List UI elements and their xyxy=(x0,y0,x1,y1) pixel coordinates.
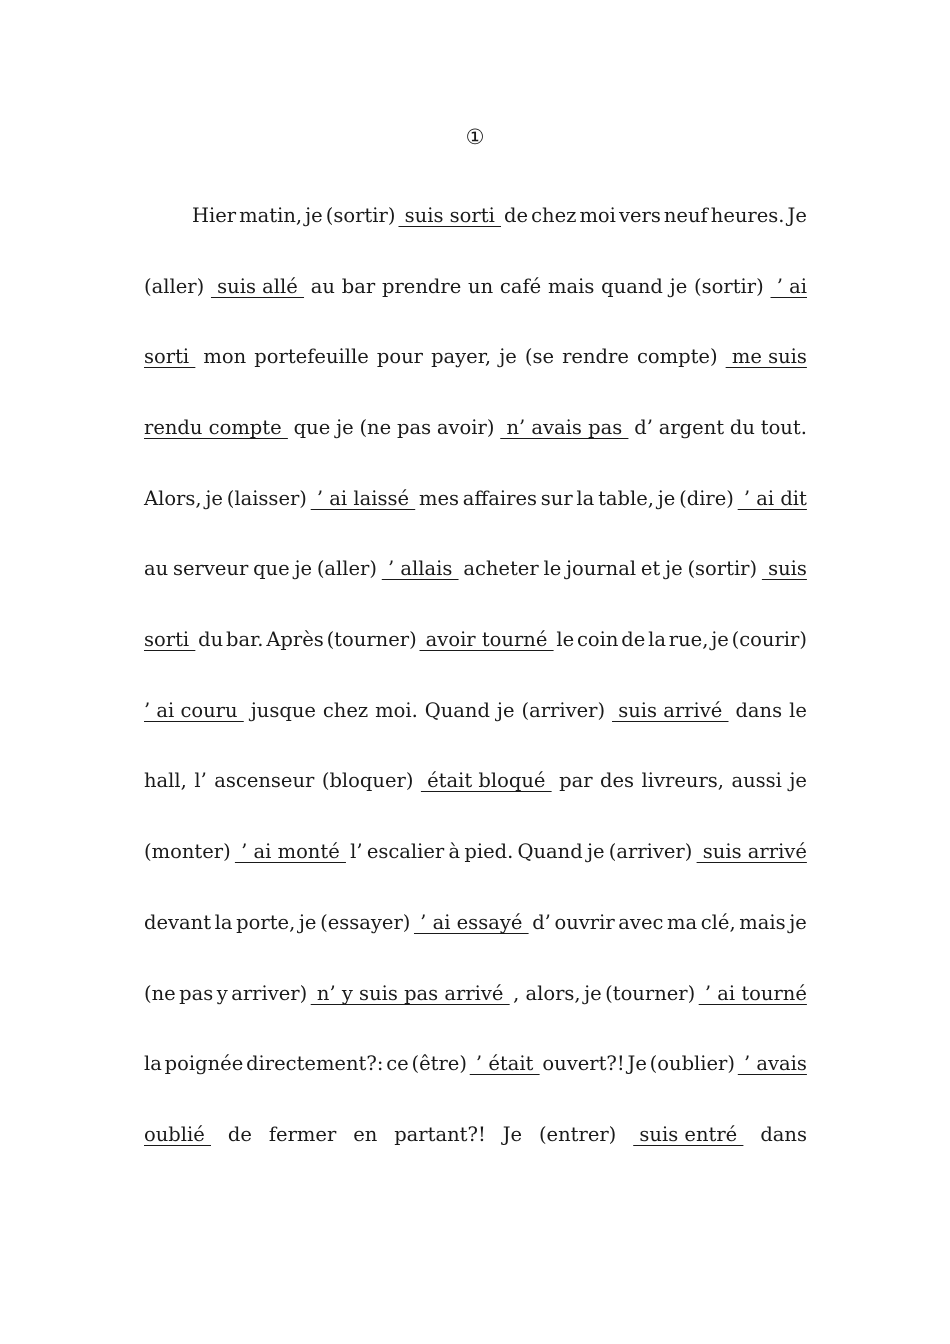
text-line xyxy=(144,273,807,301)
word: (tourner) xyxy=(605,982,696,1005)
word: pas xyxy=(179,982,214,1005)
word: directement?: xyxy=(246,1052,384,1075)
word: chez xyxy=(531,204,577,227)
word: payer, xyxy=(431,345,492,368)
word: matin, xyxy=(239,204,303,227)
word: (sortir) xyxy=(325,204,396,227)
word: je xyxy=(205,487,223,510)
word: affaires xyxy=(462,487,537,510)
word: y xyxy=(216,982,228,1005)
word: hall, xyxy=(144,769,187,792)
word: clé, xyxy=(700,911,736,934)
word: je xyxy=(665,557,683,580)
word: café xyxy=(499,275,542,298)
word: ouvrir xyxy=(554,911,615,934)
word: du xyxy=(729,416,755,439)
word: escalier xyxy=(366,840,445,863)
word: (être) xyxy=(411,1052,467,1075)
text-line xyxy=(144,343,807,371)
word: jusque xyxy=(250,699,316,722)
answer-blank: suis sorti xyxy=(398,204,502,227)
word: (se xyxy=(524,345,555,368)
word: partant?! xyxy=(394,1123,486,1146)
word: journal xyxy=(566,557,637,580)
word: Quand xyxy=(517,840,583,863)
word: serveur xyxy=(172,557,249,580)
answer-blank: n’ avais pas xyxy=(500,416,629,439)
word: et xyxy=(640,557,661,580)
word: la xyxy=(576,487,595,510)
word: du xyxy=(198,628,224,651)
word: portefeuille xyxy=(254,345,369,368)
answer-blank: ’ allais xyxy=(381,557,459,580)
text-line xyxy=(144,697,807,725)
word: heures. xyxy=(710,204,785,227)
word: d’ xyxy=(532,911,551,934)
text-line xyxy=(144,1050,807,1078)
answer-blank: n’ y suis pas arrivé xyxy=(310,982,510,1005)
word: poignée xyxy=(164,1052,244,1075)
page-number-marker: ① xyxy=(465,125,485,149)
word: l’ xyxy=(194,769,207,792)
text-line xyxy=(144,485,807,513)
word: (sortir) xyxy=(687,557,758,580)
word: ascenseur xyxy=(214,769,315,792)
word: (essayer) xyxy=(320,911,411,934)
word: rendre xyxy=(562,345,629,368)
word: (bloquer) xyxy=(321,769,414,792)
word: d’ xyxy=(634,416,653,439)
word: je xyxy=(499,345,517,368)
answer-blank: ’ ai xyxy=(770,275,807,298)
word: devant xyxy=(144,911,212,934)
text-line xyxy=(144,838,807,866)
answer-blank: ’ ai monté xyxy=(234,840,346,863)
word: dans xyxy=(735,699,783,722)
word: Hier xyxy=(192,204,237,227)
word: vers xyxy=(618,204,661,227)
answer-blank: me suis xyxy=(725,345,807,368)
word: ce xyxy=(386,1052,409,1075)
word: aussi xyxy=(731,769,782,792)
word: je xyxy=(657,487,676,510)
word: mais xyxy=(548,275,595,298)
answer-blank: suis arrivé xyxy=(612,699,729,722)
word: bar xyxy=(341,275,376,298)
word: , alors, xyxy=(513,982,581,1005)
word: table, xyxy=(598,487,654,510)
text-line xyxy=(192,202,807,230)
text-line xyxy=(144,555,807,583)
answer-blank: ’ ai laissé xyxy=(310,487,416,510)
answer-blank: ’ ai dit xyxy=(737,487,807,510)
word: Je xyxy=(787,204,807,227)
answer-blank: suis allé xyxy=(210,275,305,298)
word: (ne xyxy=(359,416,392,439)
word: je xyxy=(586,840,605,863)
word: (laisser) xyxy=(226,487,307,510)
word: moi xyxy=(579,204,616,227)
word: livreurs, xyxy=(641,769,724,792)
word: (oublier) xyxy=(649,1052,735,1075)
word: que xyxy=(293,416,331,439)
word: que xyxy=(253,557,290,580)
word: la xyxy=(648,628,666,651)
word: Je xyxy=(627,1052,647,1075)
word: (ne xyxy=(144,982,176,1005)
word: chez xyxy=(322,699,369,722)
word: (aller) xyxy=(316,557,377,580)
word: je xyxy=(789,911,807,934)
word: bar. xyxy=(226,628,264,651)
word: rue, xyxy=(668,628,709,651)
word: (arriver) xyxy=(608,840,693,863)
word: la xyxy=(144,1052,162,1075)
word: porte, xyxy=(236,911,296,934)
word: à xyxy=(448,840,461,863)
word: un xyxy=(468,275,494,298)
word: arriver) xyxy=(231,982,308,1005)
word: (entrer) xyxy=(538,1123,617,1146)
word: (aller) xyxy=(144,275,205,298)
answer-blank: suis entré xyxy=(633,1123,744,1146)
word: je xyxy=(584,982,602,1005)
word: je xyxy=(711,628,729,651)
word: (sortir) xyxy=(694,275,764,298)
word: (tourner) xyxy=(326,628,417,651)
word: moi. xyxy=(375,699,418,722)
answer-blank: avoir tourné xyxy=(419,628,554,651)
answer-blank: ’ était xyxy=(469,1052,540,1075)
word: sur xyxy=(540,487,573,510)
word: le xyxy=(789,699,807,722)
word: Après xyxy=(266,628,324,651)
word: dans xyxy=(760,1123,807,1146)
word: fermer xyxy=(268,1123,337,1146)
word: ma xyxy=(667,911,698,934)
word: ouvert?! xyxy=(542,1052,625,1075)
text-line xyxy=(144,980,807,1008)
word: Quand xyxy=(424,699,490,722)
word: acheter xyxy=(463,557,539,580)
word: neuf xyxy=(663,204,708,227)
text-line xyxy=(144,909,807,937)
word: de xyxy=(227,1123,252,1146)
word: pied. xyxy=(464,840,514,863)
answer-blank: sorti xyxy=(144,628,196,651)
word: la xyxy=(214,911,233,934)
word: de xyxy=(621,628,646,651)
word: mon xyxy=(203,345,247,368)
word: l’ xyxy=(350,840,363,863)
answer-blank: ’ avais xyxy=(737,1052,807,1075)
word: je xyxy=(336,416,354,439)
answer-blank: était bloqué xyxy=(420,769,552,792)
word: pas xyxy=(396,416,432,439)
word: avoir) xyxy=(436,416,495,439)
word: de xyxy=(504,204,529,227)
word: en xyxy=(353,1123,378,1146)
answer-blank: suis xyxy=(761,557,807,580)
answer-blank: ’ ai essayé xyxy=(413,911,529,934)
word: le xyxy=(556,628,575,651)
word: prendre xyxy=(381,275,462,298)
text-line xyxy=(144,626,807,654)
word: Alors, xyxy=(144,487,202,510)
word: (arriver) xyxy=(521,699,606,722)
word: je xyxy=(294,557,313,580)
text-line xyxy=(144,1121,807,1149)
word: argent xyxy=(658,416,725,439)
word: mais xyxy=(739,911,786,934)
text-line xyxy=(144,414,807,442)
word: (courir) xyxy=(731,628,807,651)
word: je xyxy=(669,275,688,298)
word: compte) xyxy=(636,345,718,368)
word: je xyxy=(305,204,323,227)
word: mes xyxy=(418,487,460,510)
word: tout. xyxy=(760,416,807,439)
word: (monter) xyxy=(144,840,231,863)
word: avec xyxy=(618,911,664,934)
word: par xyxy=(559,769,593,792)
word: Je xyxy=(502,1123,523,1146)
word: quand xyxy=(601,275,663,298)
answer-blank: sorti xyxy=(144,345,196,368)
text-line xyxy=(144,767,807,795)
word: je xyxy=(789,769,807,792)
word: pour xyxy=(376,345,423,368)
answer-blank: rendu compte xyxy=(144,416,288,439)
word: coin xyxy=(576,628,619,651)
word: (dire) xyxy=(679,487,734,510)
answer-blank: oublié xyxy=(144,1123,211,1146)
word: au xyxy=(310,275,335,298)
word: je xyxy=(298,911,317,934)
answer-blank: ’ ai couru xyxy=(144,699,244,722)
answer-blank: ’ ai tourné xyxy=(698,982,807,1005)
word: au xyxy=(144,557,169,580)
word: des xyxy=(600,769,635,792)
word: je xyxy=(496,699,515,722)
answer-blank: suis arrivé xyxy=(696,840,807,863)
word: le xyxy=(543,557,562,580)
